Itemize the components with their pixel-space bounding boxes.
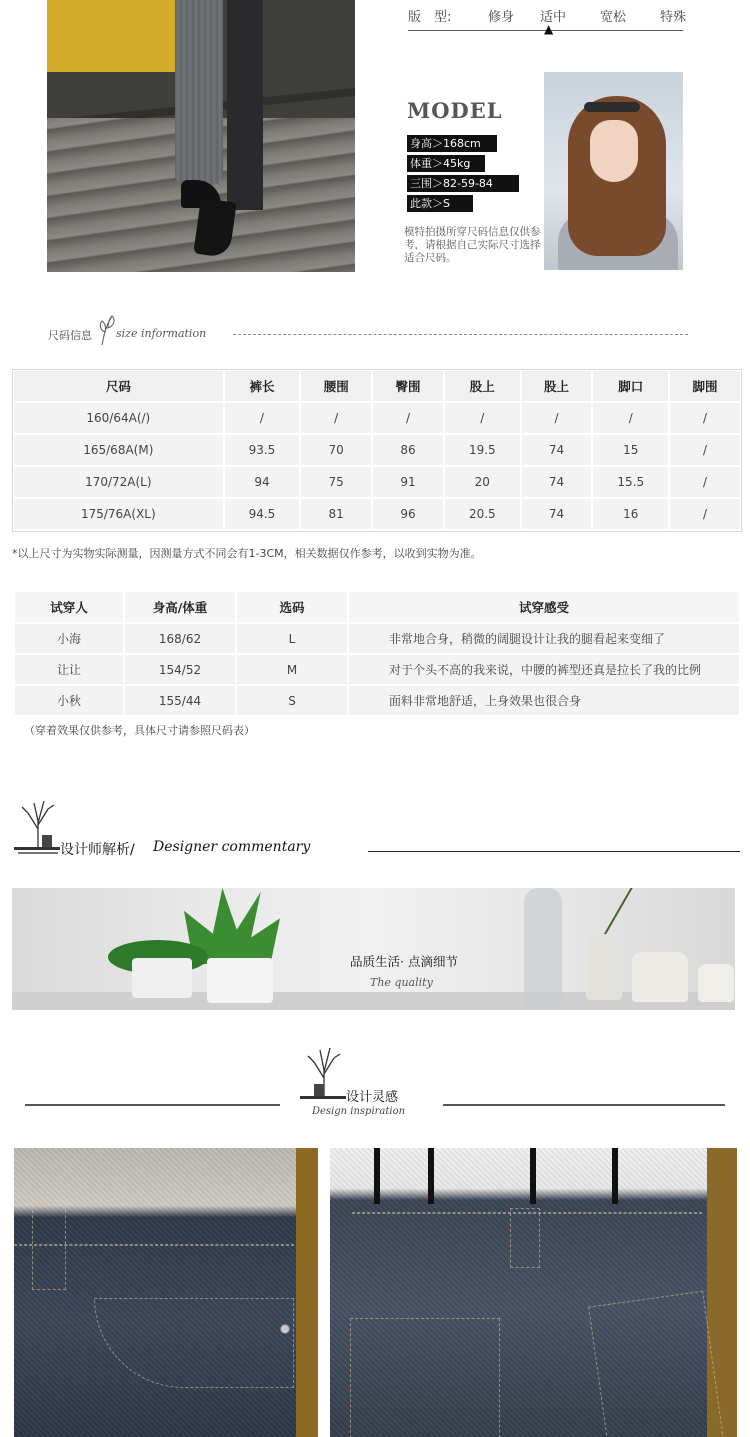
size-info-subtitle: size information [116,327,207,340]
size-col-rise-1: 股上 [445,371,520,401]
table-cell: / [670,499,740,529]
model-stat-height: 身高＞168cm [407,135,497,152]
inspiration-section-header [20,1042,730,1124]
table-cell: 15.5 [593,467,668,497]
size-col-hip: 臀围 [373,371,443,401]
size-info-title: 尺码信息 [48,329,92,342]
size-table [12,369,742,531]
table-cell: 让让 [15,655,123,684]
size-col-hem: 脚口 [593,371,668,401]
model-stat-measurements: 三围＞82-59-84 [407,175,519,192]
table-cell: / [522,403,592,433]
inspiration-subtitle: Design inspiration [312,1106,406,1117]
size-info-divider [233,334,688,335]
table-cell: 70 [301,435,371,465]
fit-option-slim: 修身 [488,10,515,25]
leaf-icon [98,312,118,346]
table-cell: 对于个头不高的我来说，中腰的裤型还真是拉长了我的比例 [349,655,739,684]
fit-option-loose: 宽松 [600,10,627,25]
table-cell: 170/72A(L) [14,467,223,497]
table-cell: 86 [373,435,443,465]
tryon-col-tester: 试穿人 [15,592,123,622]
fit-option-regular: 适中 [540,10,567,25]
table-cell: S [237,686,347,715]
table-cell: 非常地合身，稍微的阔腿设计让我的腿看起来变细了 [349,624,739,653]
table-cell: 74 [522,499,592,529]
fit-marker-icon: ▲ [544,22,554,36]
table-cell: 93.5 [225,435,300,465]
tryon-col-size: 选码 [237,592,347,622]
table-cell: 154/52 [125,655,235,684]
size-info-header [48,312,698,352]
table-row [14,499,740,529]
denim-detail-photo-back [330,1148,737,1437]
inspiration-title: 设计灵感 [346,1090,399,1105]
designer-subtitle: Designer commentary [153,839,311,855]
designer-section-header [10,795,745,865]
size-col-rise-2: 股上 [522,371,592,401]
table-cell: / [225,403,300,433]
table-cell: 20.5 [445,499,520,529]
model-stat-weight: 体重＞45kg [407,155,485,172]
table-cell: / [670,435,740,465]
designer-title: 设计师解析/ [60,842,135,858]
table-cell: 160/64A(/) [14,403,223,433]
table-cell: 小海 [15,624,123,653]
model-stat-size: 此款＞S [407,195,473,212]
quality-banner [12,888,735,1010]
tree-icon [300,1042,350,1108]
table-row [15,655,739,684]
denim-detail-photo-front [14,1148,318,1437]
table-cell: 75 [301,467,371,497]
size-table-note: *以上尺寸为实物实际测量，因测量方式不同会有1-3CM，相关数据仅作参考，以收到实物为准。 [12,547,482,560]
table-row [14,467,740,497]
table-cell: 94.5 [225,499,300,529]
table-cell: 19.5 [445,435,520,465]
table-cell: / [445,403,520,433]
table-cell: 74 [522,435,592,465]
tree-icon [14,795,64,859]
table-cell: 91 [373,467,443,497]
table-row [15,686,739,715]
fit-option-special: 特殊 [660,10,687,25]
tryon-col-feedback: 试穿感受 [349,592,739,622]
table-cell: 面料非常地舒适，上身效果也很合身 [349,686,739,715]
table-cell: 74 [522,467,592,497]
designer-divider [368,851,740,852]
table-cell: L [237,624,347,653]
table-cell: / [670,403,740,433]
tryon-col-height-weight: 身高/体重 [125,592,235,622]
size-table-header-row [14,371,740,401]
table-cell: 81 [301,499,371,529]
table-row [15,624,739,653]
table-row [14,403,740,433]
table-cell: 94 [225,467,300,497]
table-cell: 20 [445,467,520,497]
product-photo-legs [47,0,355,272]
table-cell: 155/44 [125,686,235,715]
table-cell: / [373,403,443,433]
table-cell: 175/76A(XL) [14,499,223,529]
banner-title: 品质生活· 点滴细节 [350,954,458,969]
inspiration-divider-left [25,1104,280,1106]
size-col-size: 尺码 [14,371,223,401]
table-cell: M [237,655,347,684]
table-cell: 小秋 [15,686,123,715]
size-col-waist: 腰围 [301,371,371,401]
table-cell: / [593,403,668,433]
table-cell: / [301,403,371,433]
table-cell: 165/68A(M) [14,435,223,465]
fit-label: 版 型: [408,10,452,25]
model-title: MODEL [407,98,503,123]
inspiration-divider-right [443,1104,725,1106]
tryon-table [13,590,741,717]
tryon-note: （穿着效果仅供参考，具体尺寸请参照尺码表） [24,724,255,737]
table-cell: 16 [593,499,668,529]
model-note: 模特拍摄所穿尺码信息仅供参考，请根据自己实际尺寸选择适合尺码。 [404,226,541,264]
table-cell: 168/62 [125,624,235,653]
table-row [14,435,740,465]
banner-subtitle: The quality [370,976,433,989]
table-cell: 15 [593,435,668,465]
table-cell: 96 [373,499,443,529]
size-col-leg-opening: 脚围 [670,371,740,401]
size-col-length: 裤长 [225,371,300,401]
model-photo [544,72,683,270]
tryon-header-row [15,592,739,622]
table-cell: / [670,467,740,497]
